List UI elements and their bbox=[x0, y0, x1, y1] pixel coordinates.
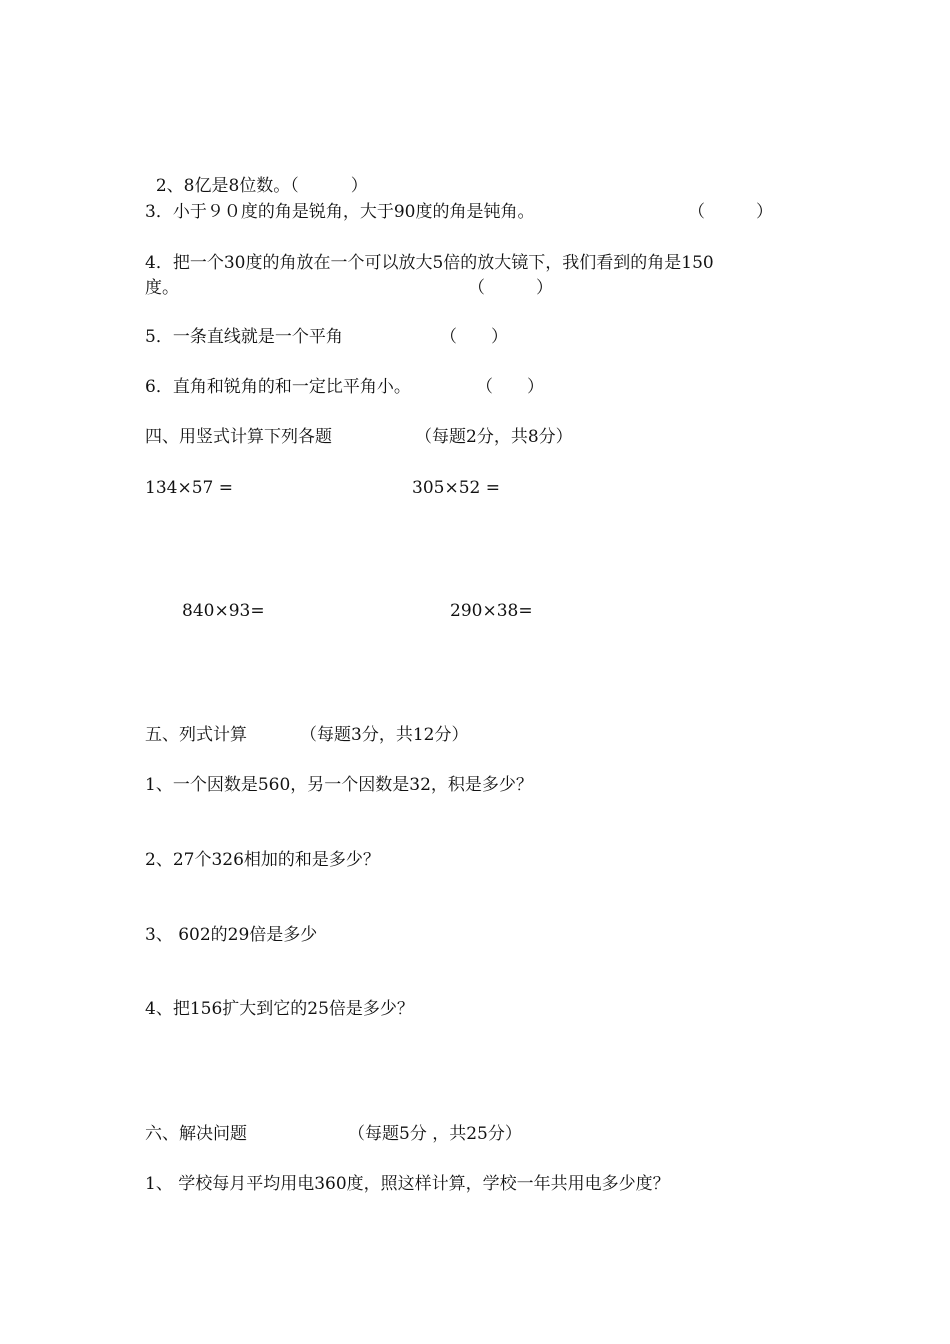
judge-item-5: 5．一条直线就是一个平角 bbox=[145, 327, 343, 347]
judge-item-6: 6．直角和锐角的和一定比平角小。 bbox=[145, 377, 411, 397]
judge-item-6-paren: （ ） bbox=[476, 377, 544, 397]
judge-item-2 bbox=[145, 150, 368, 198]
section5-item-4: 4、把156扩大到它的25倍是多少？ bbox=[145, 999, 414, 1019]
judge-item-5-paren: （ ） bbox=[440, 327, 508, 347]
section6-item-1: 1、 学校每月平均用电360度，照这样计算，学校一年共用电多少度？ bbox=[145, 1174, 670, 1194]
judge-item-3: 3．小于９０度的角是锐角，大于90度的角是钝角。 bbox=[145, 202, 535, 222]
judge-item-4-line1: 4．把一个30度的角放在一个可以放大5倍的放大镜下，我们看到的角是150 bbox=[145, 253, 714, 273]
section5-item-2: 2、27个326相加的和是多少？ bbox=[145, 850, 380, 870]
section5-score: （每题3分，共12分） bbox=[300, 725, 469, 745]
section4-heading: 四、用竖式计算下列各题 bbox=[145, 427, 332, 447]
calc-problem-1: 134×57 = bbox=[145, 478, 233, 498]
judge-item-3-paren: （ ） bbox=[688, 202, 773, 222]
judge-item-2-close: ） bbox=[350, 176, 368, 196]
section5-item-1: 1、一个因数是560，另一个因数是32，积是多少？ bbox=[145, 775, 533, 795]
section6-heading: 六、解决问题 bbox=[145, 1124, 247, 1144]
section6-score: （每题5分 ，共25分） bbox=[348, 1124, 522, 1144]
section5-heading: 五、列式计算 bbox=[145, 725, 247, 745]
calc-problem-2: 305×52 = bbox=[412, 478, 500, 498]
section5-item-3: 3、 602的29倍是多少 bbox=[145, 925, 318, 945]
judge-item-4-line2: 度。 bbox=[145, 278, 179, 298]
calc-problem-3: 840×93= bbox=[182, 601, 265, 621]
judge-item-4-paren: （ ） bbox=[468, 278, 553, 298]
calc-problem-4: 290×38= bbox=[450, 601, 533, 621]
section4-score: （每题2分，共8分） bbox=[415, 427, 573, 447]
judge-item-2-text: 2、8亿是8位数。（ bbox=[155, 176, 299, 196]
